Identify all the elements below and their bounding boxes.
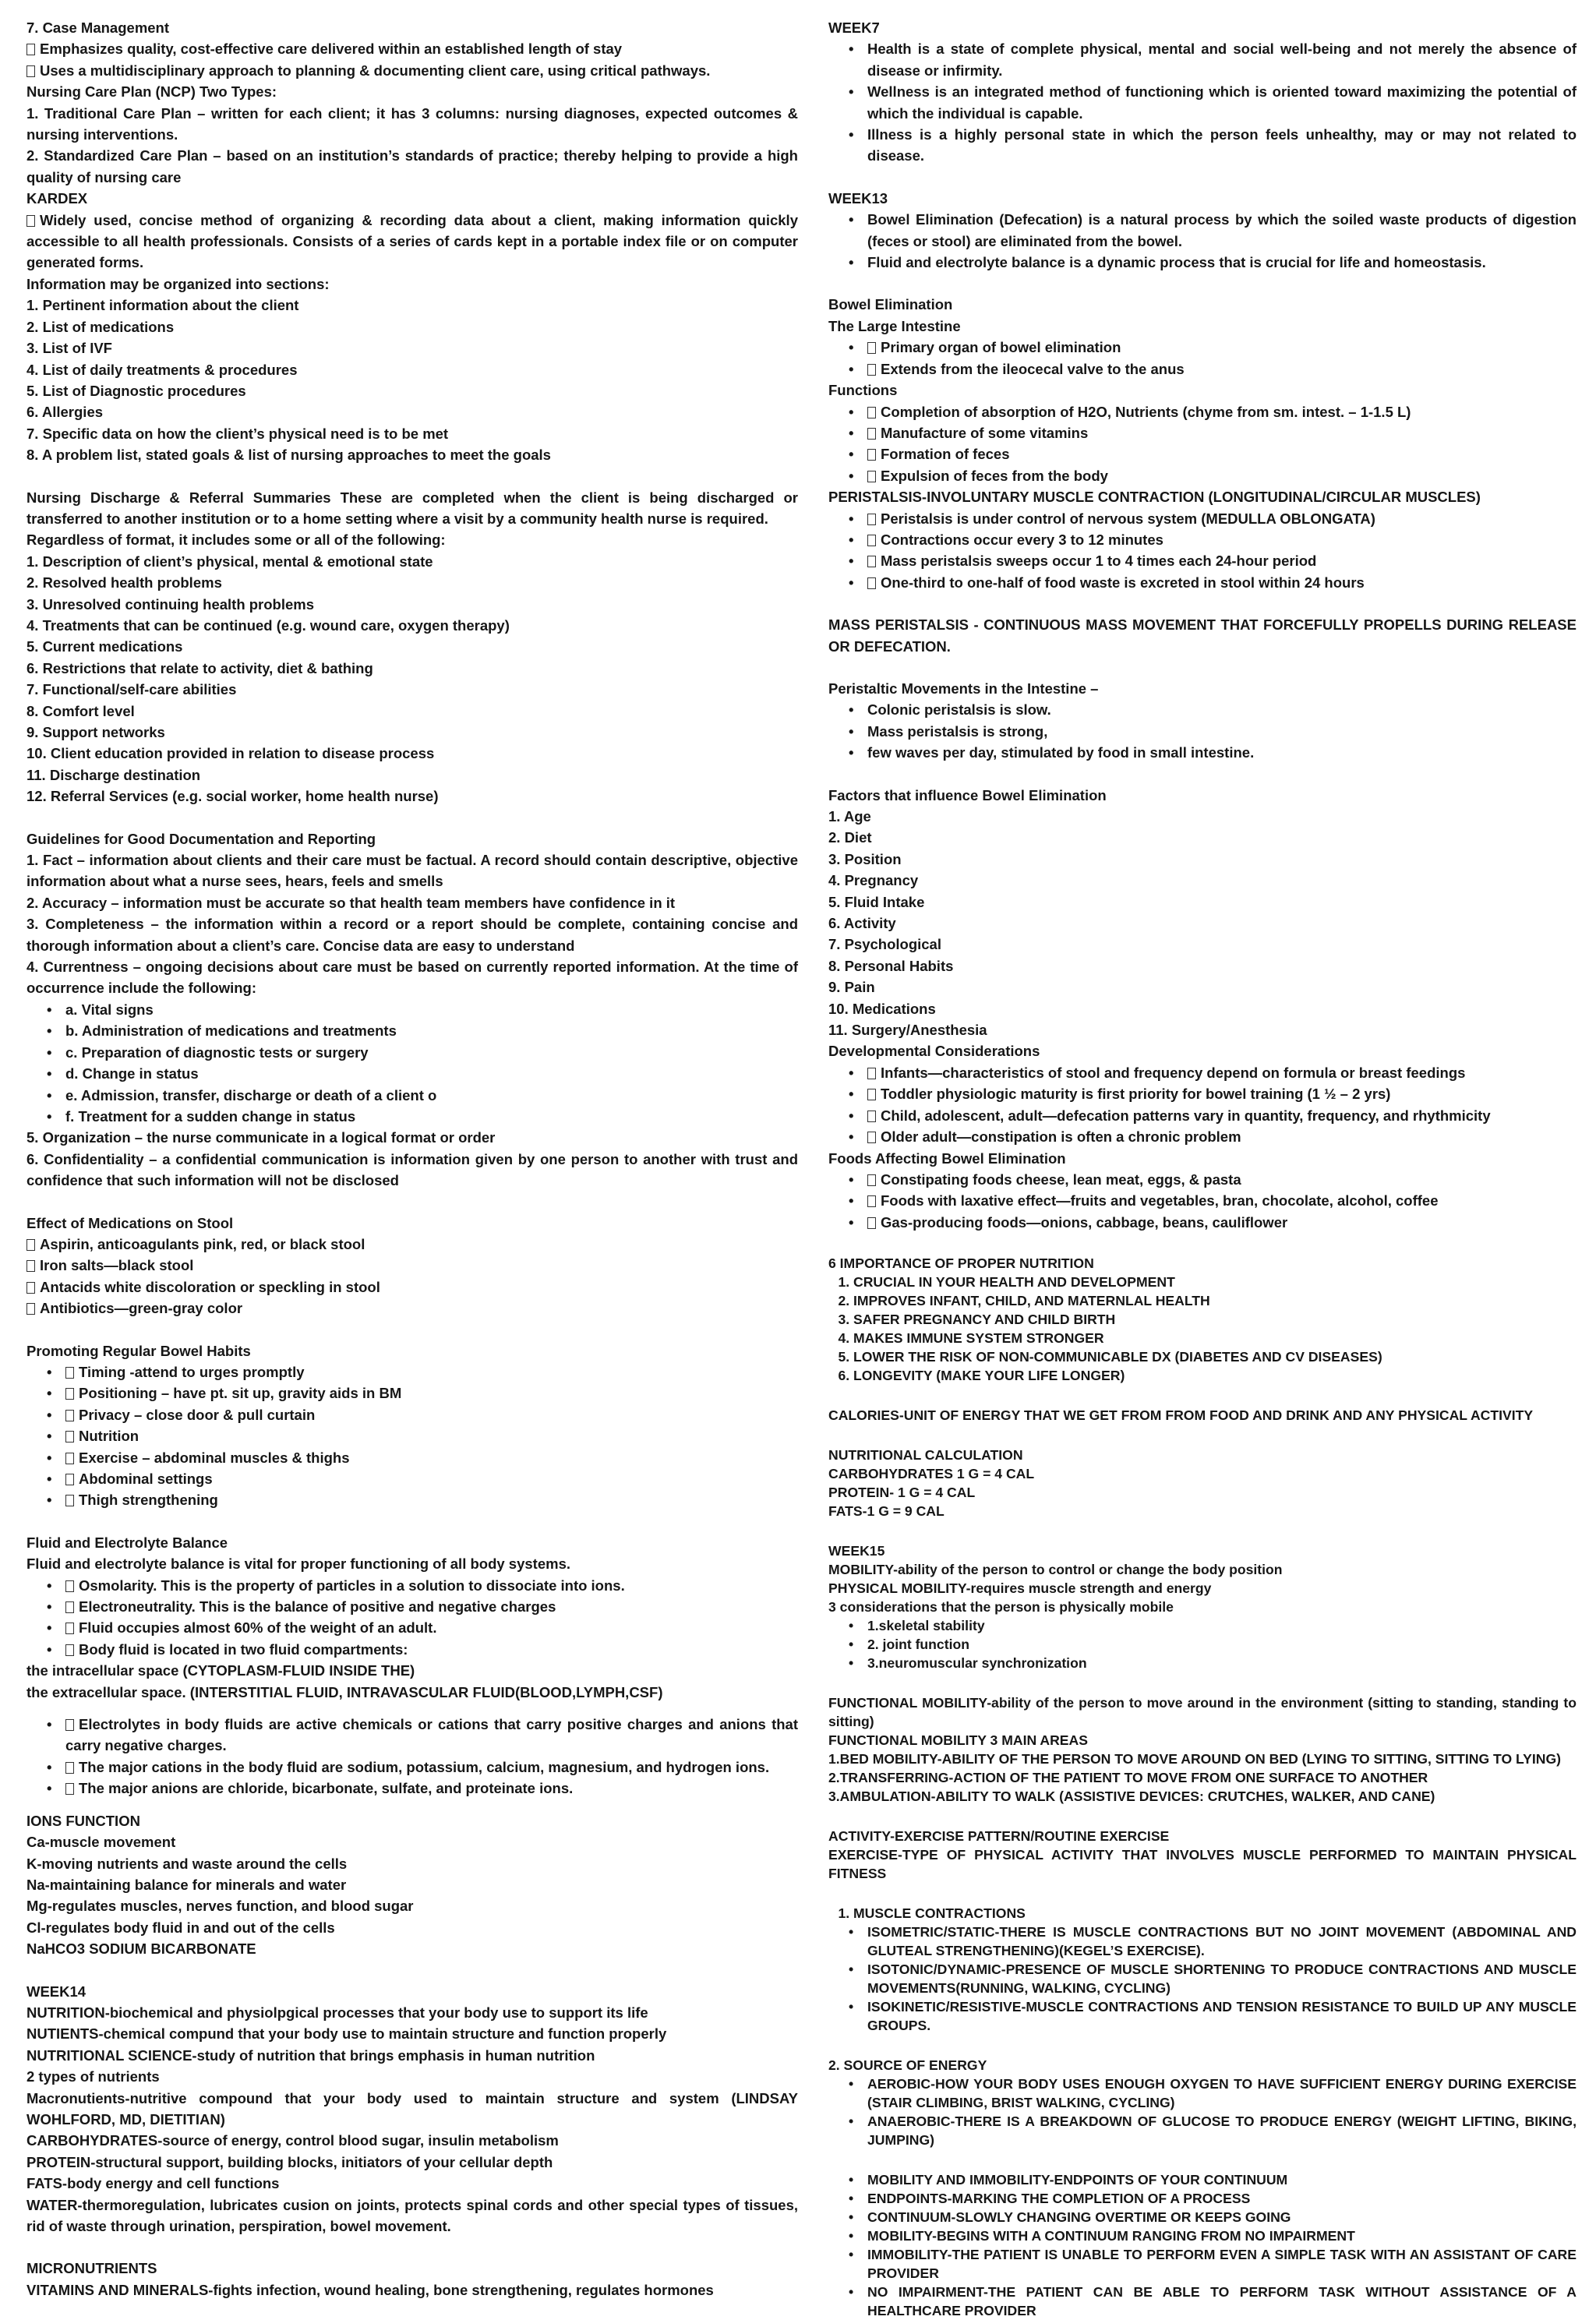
list-item: • d. Change in status [47,1063,798,1084]
functional-mobility: FUNCTIONAL MOBILITY-ability of the person to move around in the environment (sitting to standing, standing to sitting) [828,1695,1577,1730]
checkbox-glyph-icon [65,1367,74,1379]
text-line: 3 considerations that the person is physically mobile [828,1599,1174,1616]
list-item: 2. List of medications [26,318,175,335]
foods-heading: Foods Affecting Bowel Elimination [828,1149,1066,1167]
list-item: • Body fluid is located in two fluid compartments: [47,1639,798,1660]
list-item: • Primary organ of bowel elimination [849,337,1577,358]
energy-heading: 2. SOURCE OF ENERGY [828,2057,987,2074]
peristalsis-list [828,508,1577,594]
micronutrients-line: VITAMINS AND MINERALS-fights infection, wound healing, bone strengthening, regulates hormones [26,2281,714,2298]
peristaltic-list [828,699,1577,763]
peristalsis-heading: PERISTALSIS-INVOLUNTARY MUSCLE CONTRACTION (LONGITUDINAL/CIRCULAR MUSCLES) [828,489,1481,506]
case-management-item: Uses a multidisciplinary approach to planning & documenting client care, using critical pathways. [26,60,798,81]
checkbox-glyph-icon [867,535,876,546]
list-item: 2.TRANSFERRING-ACTION OF THE PATIENT TO MOVE FROM ONE SURFACE TO ANOTHER [828,1770,1428,1786]
list-item: • Infants—characteristics of stool and frequency depend on formula or breast feedings [849,1062,1577,1083]
developmental-list [828,1062,1577,1148]
list-item: 4. Treatments that can be continued (e.g. wound care, oxygen therapy) [26,616,510,634]
list-item: • Fluid occupies almost 60% of the weight of an adult. [47,1617,798,1638]
checkbox-glyph-icon [65,1431,74,1442]
list-item: 3. Position [828,850,902,867]
ncp-type-1: 1. Traditional Care Plan – written for each client; it has 3 columns: nursing diagnoses, expected outcomes & nursing interventions. [26,104,798,143]
list-item: 6. Restrictions that relate to activity, diet & bathing [26,659,373,676]
list-item: • Wellness is an integrated method of functioning which is oriented toward maximizing the potential of which the individual is capable. [849,81,1577,124]
list-item: • Colonic peristalsis is slow. [849,699,1577,720]
list-item: 3. Unresolved continuing health problems [26,595,315,613]
checkbox-glyph-icon [867,1174,876,1186]
checkbox-glyph-icon [867,1217,876,1229]
list-item: • Thigh strengthening [47,1489,798,1510]
list-item: 9. Support networks [26,724,165,740]
list-item: • 3.neuromuscular synchronization [849,1654,1577,1672]
list-item: • Gas-producing foods—onions, cabbage, beans, cauliflower [849,1212,1577,1233]
case-management-item: Emphasizes quality, cost-effective care delivered within an established length of stay [26,38,798,59]
text-line: FATS-body energy and cell functions [26,2175,280,2192]
guidelines-heading: Guidelines for Good Documentation and Reporting [26,830,376,847]
macronutrients: Macronutients-nutritive compound that your body used to maintain structure and system (LINDSAY WOHLFORD, MD, DIETITIAN) [26,2089,798,2128]
list-item: 8. A problem list, stated goals & list of nursing approaches to meet the goals [26,447,551,464]
text-line: 2 types of nutrients [26,2068,160,2085]
checkbox-glyph-icon [26,1303,35,1315]
list-item: 6. Activity [828,915,896,932]
checkbox-glyph-icon [65,1453,74,1464]
list-item: 1. Description of client’s physical, mental & emotional state [26,553,433,570]
list-item: • IMMOBILITY-THE PATIENT IS UNABLE TO PERFORM EVEN A SIMPLE TASK WITH AN ASSISTANT OF CARE PROVIDER [849,2245,1577,2283]
developmental-heading: Developmental Considerations [828,1043,1040,1060]
checkbox-glyph-icon [65,1623,74,1634]
bowel-heading: Bowel Elimination [828,296,953,313]
factors-heading: Factors that influence Bowel Elimination [828,786,1107,803]
list-item: 7. Psychological [828,936,941,953]
checkbox-glyph-icon [65,1410,74,1421]
activity-heading: ACTIVITY-EXERCISE PATTERN/ROUTINE EXERCISE [828,1828,1170,1845]
list-item: • Child, adolescent, adult—defecation patterns vary in quantity, frequency, and rhythmicity [849,1105,1577,1126]
checkbox-glyph-icon [65,1783,74,1795]
list-item: • Nutrition [47,1425,798,1446]
checkbox-glyph-icon [867,471,876,482]
fluid-list [26,1575,798,1661]
discharge-paragraph: Nursing Discharge & Referral Summaries These are completed when the client is being discharged or transferred to another institution or to a home setting where a visit by a community health nurse is required. [26,489,798,527]
checkbox-glyph-icon [867,577,876,589]
mobility-list [828,2170,1577,2320]
checkbox-glyph-icon [867,364,876,376]
week13-heading: WEEK13 [828,189,888,207]
list-item: • ENDPOINTS-MARKING THE COMPLETION OF A PROCESS [849,2189,1577,2208]
list-item: 5. Fluid Intake [828,893,925,910]
week14-heading: WEEK14 [26,1983,87,2000]
list-item: • One-third to one-half of food waste is excreted in stool within 24 hours [849,572,1577,593]
peristaltic-heading: Peristaltic Movements in the Intestine – [828,680,1099,697]
functions-heading: Functions [828,382,898,399]
checkbox-glyph-icon [65,1719,74,1731]
list-item: 5. Current medications [26,638,183,655]
list-item: 11. Discharge destination [26,766,201,783]
list-item: 12. Referral Services (e.g. social worker, home health nurse) [26,788,439,805]
list-item: 3. SAFER PREGNANCY AND CHILD BIRTH [853,1310,1577,1329]
guideline-organization: 5. Organization – the nurse communicate in a logical format or order [26,1129,496,1146]
week7-list [828,38,1577,166]
muscle-list [828,1923,1577,2035]
checkbox-glyph-icon [867,407,876,418]
list-item: 8. Comfort level [26,702,135,719]
list-item: 6. Allergies [26,404,104,421]
list-item: • The major anions are chloride, bicarbonate, sulfate, and proteinate ions. [47,1778,798,1799]
guideline-currentness: 4. Currentness – ongoing decisions about care must be based on currently reported information. At the time of occurrence include the following: [26,959,798,997]
list-item: • ISOMETRIC/STATIC-THERE IS MUSCLE CONTRACTIONS BUT NO JOINT MOVEMENT (ABDOMINAL AND GLUTEAL STRENGTHENING)(KEGEL’S EXERCISE). [849,1923,1577,1960]
checkbox-glyph-icon [867,1195,876,1207]
list-item: 8. Personal Habits [828,957,954,974]
list-item: • ISOKINETIC/RESISTIVE-MUSCLE CONTRACTIONS AND TENSION RESISTANCE TO BUILD UP ANY MUSCLE GROUPS. [849,1997,1577,2035]
water-line: WATER-thermoregulation, lubricates cusion on joints, protects spinal cords and other special types of tissues, rid of waste through urination, perspiration, bowel movement. [26,2196,798,2234]
list-item: • Osmolarity. This is the property of particles in a solution to dissociate into ions. [47,1575,798,1596]
text-line: MOBILITY-ability of the person to control or change the body position [828,1562,1283,1578]
list-item: 7. Functional/self-care abilities [26,681,237,698]
discharge-list [26,551,798,807]
large-intestine-list [828,337,1577,380]
checkbox-glyph-icon [65,1601,74,1613]
areas-heading: FUNCTIONAL MOBILITY 3 MAIN AREAS [828,1732,1088,1749]
list-item: • Older adult—constipation is often a chronic problem [849,1126,1577,1147]
checkbox-glyph-icon [867,1089,876,1100]
list-item: 5. List of Diagnostic procedures [26,382,246,399]
checkbox-glyph-icon [65,1580,74,1592]
nutrition-list [828,1273,1577,1385]
kardex-sections-intro: Information may be organized into sections: [26,275,330,292]
list-item: 2. Diet [828,829,872,846]
calc-heading: NUTRITIONAL CALCULATION [828,1447,1023,1464]
list-item: • b. Administration of medications and treatments [47,1020,798,1041]
currentness-list [26,999,798,1127]
list-item: • Electrolytes in body fluids are active chemicals or cations that carry positive charges and anions that carry negative charges. [47,1714,798,1757]
list-item: • f. Treatment for a sudden change in status [47,1106,798,1127]
list-item: 2. Resolved health problems [26,574,222,591]
list-item: • e. Admission, transfer, discharge or death of a client o [47,1085,798,1106]
micronutrients-heading: MICRONUTRIENTS [26,2260,157,2277]
kardex-desc: Widely used, concise method of organizing & recording data about a client, making information quickly accessible to all health professionals. Consists of a series of cards kept in a portable index file or on computer generated forms. [26,211,798,271]
list-item: 4. MAKES IMMUNE SYSTEM STRONGER [853,1329,1577,1347]
list-item: 1.BED MOBILITY-ABILITY OF THE PERSON TO MOVE AROUND ON BED (LYING TO SITTING, SITTING TO LYING) [828,1751,1562,1767]
exercise-line: EXERCISE-TYPE OF PHYSICAL ACTIVITY THAT INVOLVES MUSCLE PERFORMED TO MAINTAIN PHYSICAL FITNESS [828,1847,1577,1882]
checkbox-glyph-icon [65,1388,74,1400]
muscle-heading: 1. MUSCLE CONTRACTIONS [853,1904,1577,1923]
checkbox-glyph-icon [867,1111,876,1122]
text-line: NUTRITIONAL SCIENCE-study of nutrition that brings emphasis in human nutrition [26,2046,595,2064]
bowel-habits-heading: Promoting Regular Bowel Habits [26,1342,251,1359]
list-item: • few waves per day, stimulated by food in small intestine. [849,742,1577,763]
list-item: Na-maintaining balance for minerals and water [26,1876,347,1893]
checkbox-glyph-icon [867,342,876,354]
checkbox-glyph-icon [26,65,35,77]
list-item: 7. Specific data on how the client’s physical need is to be met [26,425,449,442]
calories-line: CALORIES-UNIT OF ENERGY THAT WE GET FROM FROM FOOD AND DRINK AND ANY PHYSICAL ACTIVITY [828,1407,1534,1424]
list-item: • Exercise – abdominal muscles & thighs [47,1447,798,1468]
kardex-sections-list [26,295,798,465]
functions-list [828,401,1577,487]
list-item: FATS-1 G = 9 CAL [828,1503,945,1520]
list-item: • Positioning – have pt. sit up, gravity aids in BM [47,1382,798,1404]
list-item: 10. Client education provided in relation to disease process [26,745,435,762]
list-item: Antibiotics—green-gray color [26,1298,798,1319]
list-item: 1. CRUCIAL IN YOUR HEALTH AND DEVELOPMENT [853,1273,1577,1291]
list-item: • a. Vital signs [47,999,798,1020]
discharge-intro: Regardless of format, it includes some or all of the following: [26,531,446,549]
large-intestine-heading: The Large Intestine [828,317,961,334]
list-item: • MOBILITY AND IMMOBILITY-ENDPOINTS OF YOUR CONTINUUM [849,2170,1577,2189]
checkbox-glyph-icon [26,44,35,55]
checkbox-glyph-icon [867,556,876,567]
checkbox-glyph-icon [65,1474,74,1485]
list-item: • MOBILITY-BEGINS WITH A CONTINUUM RANGING FROM NO IMPAIRMENT [849,2226,1577,2245]
checkbox-glyph-icon [867,1068,876,1079]
foods-list [828,1169,1577,1233]
nutrition-section [828,1254,1577,2320]
fluid-intro: Fluid and electrolyte balance is vital for proper functioning of all body systems. [26,1555,570,1573]
week13-list [828,209,1577,273]
muscle-heading-list [828,1904,1577,1923]
list-item: 3.AMBULATION-ABILITY TO WALK (ASSISTIVE DEVICES: CRUTCHES, WALKER, AND CANE) [828,1789,1435,1805]
list-item: 4. List of daily treatments & procedures [26,361,298,378]
guideline-confidentiality: 6. Confidentiality – a confidential communication is information given by one person to another with trust and confidence that such information will not be disclosed [26,1150,798,1189]
ions-heading: IONS FUNCTION [26,1812,140,1829]
list-item: • ISOTONIC/DYNAMIC-PRESENCE OF MUSCLE SHORTENING TO PRODUCE CONTRACTIONS AND MUSCLE MOVEMENTS(RUNNING, WALKING, CYCLING) [849,1960,1577,1997]
list-item: Ca-muscle movement [26,1834,176,1851]
considerations-list [828,1616,1577,1672]
list-item: • Toddler physiologic maturity is first priority for bowel training (1 ½ – 2 yrs) [849,1083,1577,1104]
right-column [828,17,1577,2320]
checkbox-glyph-icon [26,1239,35,1251]
list-item: PROTEIN- 1 G = 4 CAL [828,1485,976,1501]
kardex-heading: KARDEX [26,190,88,207]
text-line: NUTRITION-biochemical and physiolpgical processes that your body use to support its life [26,2004,648,2021]
ncp-heading: Nursing Care Plan (NCP) Two Types: [26,83,277,101]
list-item: • AEROBIC-HOW YOUR BODY USES ENOUGH OXYGEN TO HAVE SUFFICIENT ENERGY DURING EXERCISE (STAIR CLIMBING, BRIST WALKING, CYCLING) [849,2075,1577,2112]
list-item: • Contractions occur every 3 to 12 minutes [849,529,1577,550]
list-item: Mg-regulates muscles, nerves function, and blood sugar [26,1898,414,1915]
list-item: NaHCO3 SODIUM BICARBONATE [26,1940,256,1958]
list-item: • 1.skeletal stability [849,1616,1577,1635]
list-item: 3. List of IVF [26,340,112,357]
meds-stool-heading: Effect of Medications on Stool [26,1214,234,1231]
list-item: • Expulsion of feces from the body [849,465,1577,486]
list-item: 1. Age [828,808,871,825]
list-item: • Abdominal settings [47,1468,798,1489]
left-column [26,17,798,2301]
list-item: • ANAEROBIC-THERE IS A BREAKDOWN OF GLUCOSE TO PRODUCE ENERGY (WEIGHT LIFTING, BIKING, JUMPING) [849,2112,1577,2149]
list-item: • c. Preparation of diagnostic tests or surgery [47,1042,798,1063]
guideline-fact: 1. Fact – information about clients and their care must be factual. A record should contain descriptive, objective information about what a nurse sees, hears, feels and smells [26,852,798,890]
list-item: 9. Pain [828,979,875,996]
checkbox-glyph-icon [65,1762,74,1774]
list-item: • Mass peristalsis is strong, [849,721,1577,742]
list-item: Cl-regulates body fluid in and out of the cells [26,1919,335,1936]
text-line: CARBOHYDRATES-source of energy, control blood sugar, insulin metabolism [26,2132,559,2149]
list-item: • Bowel Elimination (Defecation) is a natural process by which the soiled waste products of digestion (feces or stool) are eliminated from the bowel. [849,209,1577,252]
checkbox-glyph-icon [26,215,35,227]
text-line: NUTIENTS-chemical compund that your body use to maintain structure and function properly [26,2025,667,2043]
nutrition-heading: 6 IMPORTANCE OF PROPER NUTRITION [828,1255,1094,1272]
intracellular-space: the intracellular space (CYTOPLASM-FLUID INSIDE THE) [26,1662,415,1679]
guideline-accuracy: 2. Accuracy – information must be accurate so that health team members have confidence in it [26,894,676,911]
list-item: • Manufacture of some vitamins [849,422,1577,443]
list-item: • Completion of absorption of H2O, Nutrients (chyme from sm. intest. – 1-1.5 L) [849,401,1577,422]
list-item: • Constipating foods cheese, lean meat, eggs, & pasta [849,1169,1577,1190]
list-item: • Mass peristalsis sweeps occur 1 to 4 times each 24-hour period [849,550,1577,571]
list-item: CARBOHYDRATES 1 G = 4 CAL [828,1466,1035,1482]
checkbox-glyph-icon [867,428,876,440]
list-item: 6. LONGEVITY (MAKE YOUR LIFE LONGER) [853,1366,1577,1385]
list-item: • Illness is a highly personal state in which the person feels unhealthy, may or may not related to disease. [849,124,1577,167]
list-item: • Privacy – close door & pull curtain [47,1404,798,1425]
week15-heading: WEEK15 [828,1543,885,1559]
list-item: 1. Pertinent information about the client [26,297,299,314]
guideline-completeness: 3. Completeness – the information within a record or a report should be complete, containing concise and thorough information about a client’s care. Concise data are easy to understand [26,916,798,954]
list-item: • Electroneutrality. This is the balance of positive and negative charges [47,1596,798,1617]
ncp-type-2: 2. Standardized Care Plan – based on an institution’s standards of practice; thereby helping to provide a high quality of nursing care [26,147,798,185]
list-item: Iron salts—black stool [26,1255,798,1276]
text-line: PROTEIN-structural support, building blocks, initiators of your cellular depth [26,2153,553,2170]
list-item: 2. IMPROVES INFANT, CHILD, AND MATERNLAL HEALTH [853,1291,1577,1310]
list-item: K-moving nutrients and waste around the cells [26,1855,348,1872]
list-item: • Peristalsis is under control of nervous system (MEDULLA OBLONGATA) [849,508,1577,529]
list-item: 4. Pregnancy [828,872,919,889]
list-item: 5. LOWER THE RISK OF NON-COMMUNICABLE DX (DIABETES AND CV DISEASES) [853,1347,1577,1366]
checkbox-glyph-icon [867,514,876,525]
text-line: PHYSICAL MOBILITY-requires muscle strength and energy [828,1580,1212,1597]
mass-peristalsis: MASS PERISTALSIS - CONTINUOUS MASS MOVEMENT THAT FORCEFULLY PROPELLS DURING RELEASE OR DEFECATION. [828,616,1577,655]
fluid-heading: Fluid and Electrolyte Balance [26,1534,228,1551]
list-item: • Formation of feces [849,443,1577,464]
list-item: • NO IMPAIRMENT-THE PATIENT CAN BE ABLE TO PERFORM TASK WITHOUT ASSISTANCE OF A HEALTHCARE PROVIDER [849,2283,1577,2320]
case-management-heading: 7. Case Management [26,19,170,36]
list-item: 10. Medications [828,1000,936,1017]
list-item: • Extends from the ileocecal valve to the anus [849,358,1577,380]
bowel-habits-list [26,1361,798,1511]
list-item: Antacids white discoloration or speckling in stool [26,1277,798,1298]
checkbox-glyph-icon [867,1132,876,1143]
energy-list [828,2075,1577,2149]
list-item: • The major cations in the body fluid are sodium, potassium, calcium, magnesium, and hydrogen ions. [47,1757,798,1778]
list-item: • Fluid and electrolyte balance is a dynamic process that is crucial for life and homeostasis. [849,252,1577,273]
checkbox-glyph-icon [65,1495,74,1506]
list-item: • CONTINUUM-SLOWLY CHANGING OVERTIME OR KEEPS GOING [849,2208,1577,2226]
list-item: • Health is a state of complete physical, mental and social well-being and not merely the absence of disease or infirmity. [849,38,1577,81]
checkbox-glyph-icon [65,1644,74,1656]
list-item: • Timing -attend to urges promptly [47,1361,798,1382]
list-item: 11. Surgery/Anesthesia [828,1022,987,1039]
list-item: Aspirin, anticoagulants pink, red, or black stool [26,1234,798,1255]
electrolytes-list [26,1714,798,1799]
list-item: • Foods with laxative effect—fruits and vegetables, bran, chocolate, alcohol, coffee [849,1190,1577,1211]
checkbox-glyph-icon [26,1282,35,1294]
checkbox-glyph-icon [867,449,876,461]
list-item: • 2. joint function [849,1635,1577,1654]
week7-heading: WEEK7 [828,19,880,36]
extracellular-space: the extracellular space. (INTERSTITIAL FLUID, INTRAVASCULAR FLUID(BLOOD,LYMPH,CSF) [26,1683,663,1700]
checkbox-glyph-icon [26,1260,35,1272]
